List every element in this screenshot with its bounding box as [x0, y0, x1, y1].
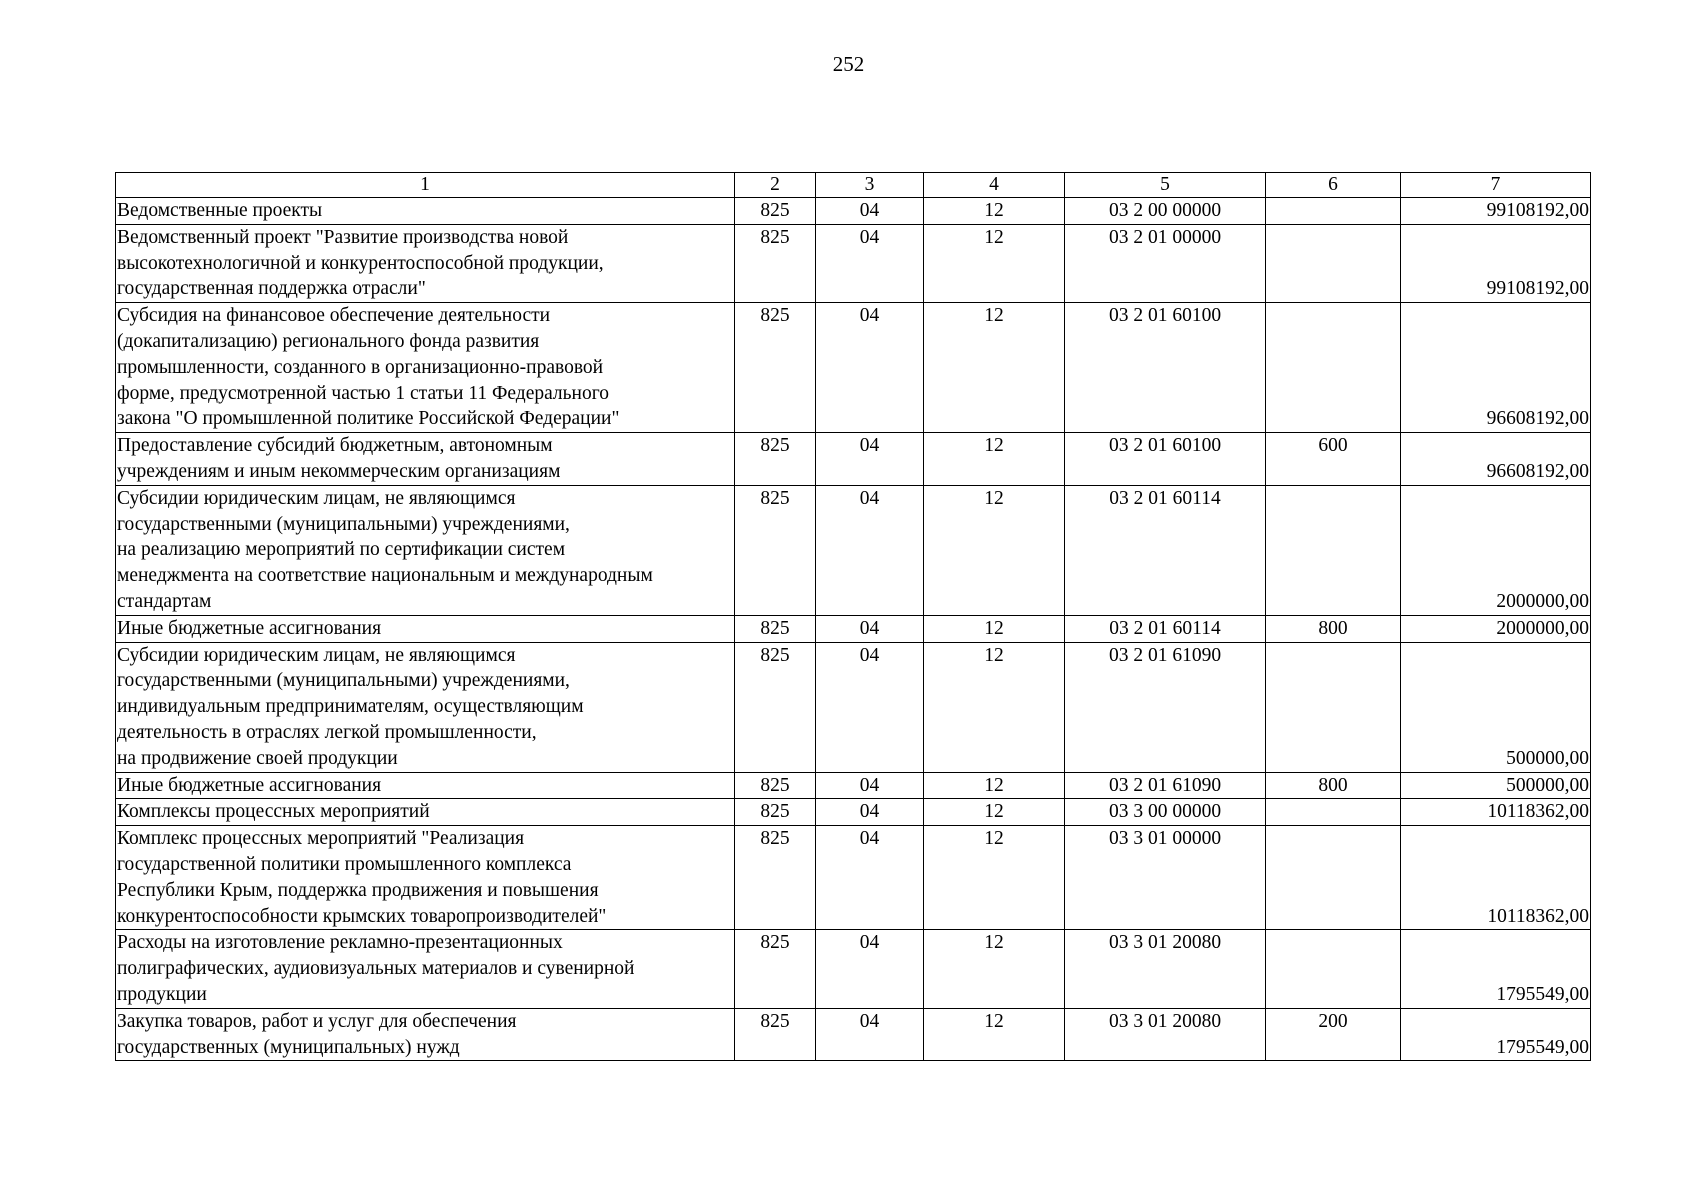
row-col-5: 03 2 00 00000	[1065, 198, 1266, 225]
row-col-2: 825	[735, 224, 816, 302]
row-col-3: 04	[816, 303, 924, 433]
row-col-5: 03 2 01 00000	[1065, 224, 1266, 302]
row-col-3: 04	[816, 198, 924, 225]
row-name: Расходы на изготовление рекламно-презентационных полиграфических, аудиовизуальных материалов и сувенирной продукции	[116, 930, 735, 1008]
table-row	[116, 615, 1591, 642]
row-amount: 10118362,00	[1401, 826, 1591, 930]
row-col-4: 12	[924, 303, 1065, 433]
budget-table	[115, 172, 1591, 1061]
row-col-3: 04	[816, 826, 924, 930]
row-amount: 99108192,00	[1401, 198, 1591, 225]
row-col-6: 800	[1266, 772, 1401, 799]
row-col-6	[1266, 826, 1401, 930]
table-row	[116, 799, 1591, 826]
row-name: Предоставление субсидий бюджетным, автономным учреждениям и иным некоммерческим организациям	[116, 433, 735, 486]
row-col-3: 04	[816, 930, 924, 1008]
row-col-3: 04	[816, 224, 924, 302]
row-col-6	[1266, 799, 1401, 826]
row-name: Комплекс процессных мероприятий "Реализация государственной политики промышленного комплекса Республики Крым, поддержка продвижения и повышения конкурентоспособности крымских товаропроизводителей"	[116, 826, 735, 930]
table-row	[116, 642, 1591, 772]
row-col-6	[1266, 642, 1401, 772]
table-row	[116, 198, 1591, 225]
table-row	[116, 826, 1591, 930]
row-name: Ведомственные проекты	[116, 198, 735, 225]
column-header-5: 5	[1065, 173, 1266, 198]
column-header-7: 7	[1401, 173, 1591, 198]
row-col-2: 825	[735, 826, 816, 930]
row-col-2: 825	[735, 198, 816, 225]
row-col-3: 04	[816, 433, 924, 486]
row-amount: 500000,00	[1401, 772, 1591, 799]
table-row	[116, 433, 1591, 486]
row-col-4: 12	[924, 826, 1065, 930]
row-col-5: 03 2 01 60100	[1065, 433, 1266, 486]
row-name: Иные бюджетные ассигнования	[116, 615, 735, 642]
row-col-4: 12	[924, 1008, 1065, 1061]
row-amount: 99108192,00	[1401, 224, 1591, 302]
row-col-5: 03 2 01 60100	[1065, 303, 1266, 433]
row-col-5: 03 3 01 20080	[1065, 1008, 1266, 1061]
row-amount: 2000000,00	[1401, 615, 1591, 642]
row-col-6	[1266, 930, 1401, 1008]
row-col-3: 04	[816, 772, 924, 799]
table-row	[116, 1008, 1591, 1061]
row-col-2: 825	[735, 799, 816, 826]
row-col-5: 03 3 00 00000	[1065, 799, 1266, 826]
row-name: Ведомственный проект "Развитие производства новой высокотехнологичной и конкурентоспособной продукции, государственная поддержка отрасли"	[116, 224, 735, 302]
row-amount: 96608192,00	[1401, 303, 1591, 433]
row-col-2: 825	[735, 930, 816, 1008]
column-header-2: 2	[735, 173, 816, 198]
row-amount: 1795549,00	[1401, 930, 1591, 1008]
row-col-4: 12	[924, 224, 1065, 302]
row-col-6: 800	[1266, 615, 1401, 642]
row-amount: 500000,00	[1401, 642, 1591, 772]
column-header-3: 3	[816, 173, 924, 198]
row-name: Субсидии юридическим лицам, не являющимся государственными (муниципальными) учреждениями, на реализацию мероприятий по сертификации систем менеджмента на соответствие национальным и международным стандартам	[116, 485, 735, 615]
table-row	[116, 224, 1591, 302]
header-row	[116, 173, 1591, 198]
row-col-2: 825	[735, 642, 816, 772]
row-name: Иные бюджетные ассигнования	[116, 772, 735, 799]
row-col-4: 12	[924, 433, 1065, 486]
row-col-3: 04	[816, 1008, 924, 1061]
row-col-2: 825	[735, 433, 816, 486]
row-col-2: 825	[735, 1008, 816, 1061]
row-col-6	[1266, 198, 1401, 225]
row-col-3: 04	[816, 642, 924, 772]
column-header-6: 6	[1266, 173, 1401, 198]
row-col-6: 600	[1266, 433, 1401, 486]
row-col-4: 12	[924, 772, 1065, 799]
row-col-4: 12	[924, 799, 1065, 826]
row-col-2: 825	[735, 772, 816, 799]
table-row	[116, 772, 1591, 799]
row-col-2: 825	[735, 485, 816, 615]
row-col-5: 03 3 01 00000	[1065, 826, 1266, 930]
row-col-6: 200	[1266, 1008, 1401, 1061]
row-name: Субсидия на финансовое обеспечение деятельности (докапитализацию) регионального фонда развития промышленности, созданного в организационно-правовой форме, предусмотренной частью 1 статьи 11 Федерального закона "О промышленной политике Российской Федерации"	[116, 303, 735, 433]
row-name: Субсидии юридическим лицам, не являющимся государственными (муниципальными) учреждениями, индивидуальным предпринимателям, осуществляющим деятельность в отраслях легкой промышленности, на продвижение своей продукции	[116, 642, 735, 772]
row-col-5: 03 2 01 61090	[1065, 772, 1266, 799]
table-row	[116, 930, 1591, 1008]
row-col-4: 12	[924, 642, 1065, 772]
row-col-6	[1266, 485, 1401, 615]
row-name: Комплексы процессных мероприятий	[116, 799, 735, 826]
row-amount: 10118362,00	[1401, 799, 1591, 826]
row-col-4: 12	[924, 930, 1065, 1008]
row-col-2: 825	[735, 615, 816, 642]
row-col-4: 12	[924, 615, 1065, 642]
page-number: 252	[832, 52, 865, 76]
row-col-6	[1266, 224, 1401, 302]
row-amount: 96608192,00	[1401, 433, 1591, 486]
row-col-4: 12	[924, 485, 1065, 615]
row-col-6	[1266, 303, 1401, 433]
row-col-5: 03 2 01 61090	[1065, 642, 1266, 772]
table-row	[116, 485, 1591, 615]
table-row	[116, 303, 1591, 433]
row-amount: 2000000,00	[1401, 485, 1591, 615]
row-name: Закупка товаров, работ и услуг для обеспечения государственных (муниципальных) нужд	[116, 1008, 735, 1061]
column-header-1: 1	[116, 173, 735, 198]
row-col-2: 825	[735, 303, 816, 433]
column-header-4: 4	[924, 173, 1065, 198]
row-col-5: 03 3 01 20080	[1065, 930, 1266, 1008]
row-col-3: 04	[816, 485, 924, 615]
row-col-5: 03 2 01 60114	[1065, 485, 1266, 615]
row-col-5: 03 2 01 60114	[1065, 615, 1266, 642]
row-amount: 1795549,00	[1401, 1008, 1591, 1061]
row-col-3: 04	[816, 799, 924, 826]
row-col-4: 12	[924, 198, 1065, 225]
row-col-3: 04	[816, 615, 924, 642]
